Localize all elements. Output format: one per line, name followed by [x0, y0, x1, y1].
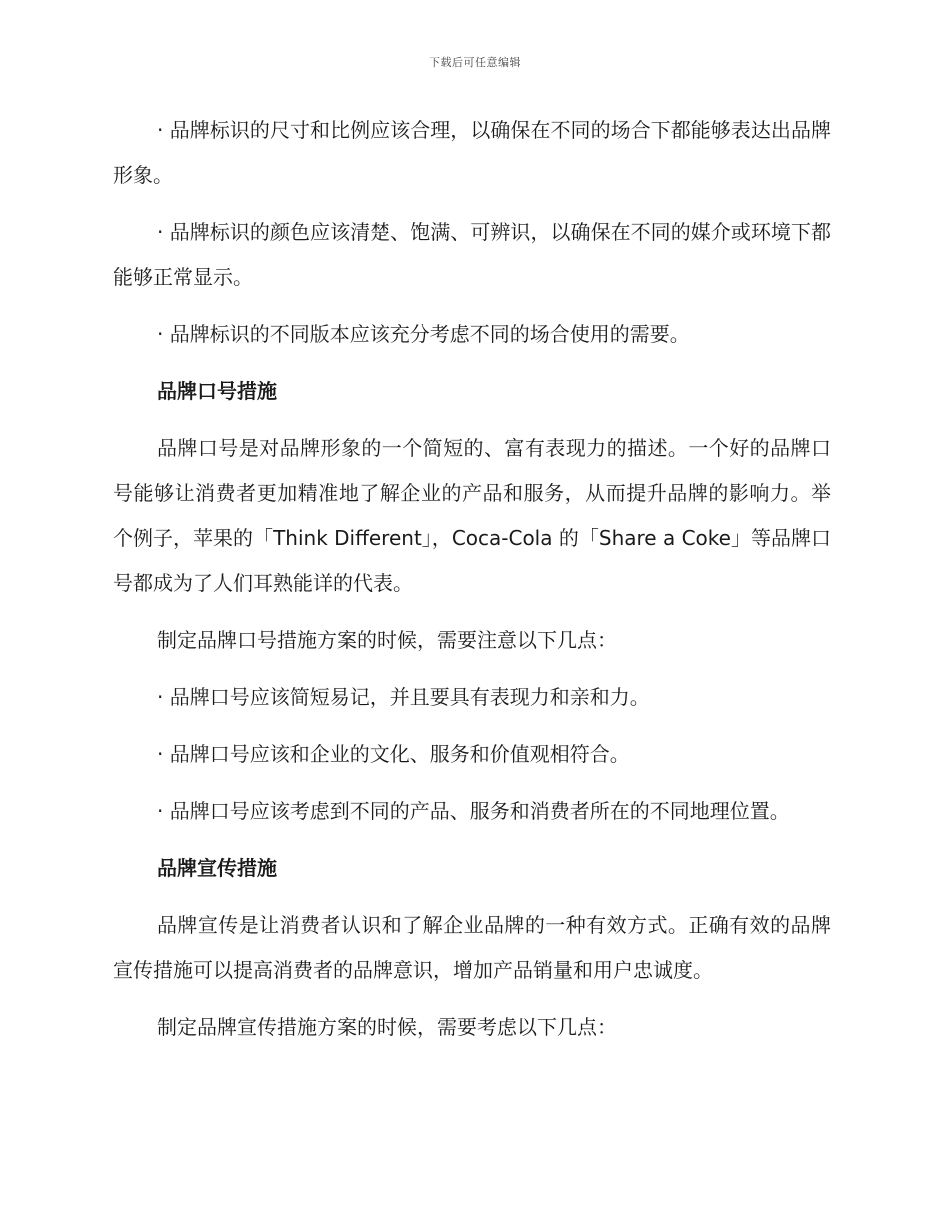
- slogan-bullet-geography: · 品牌口号应该考虑到不同的产品、服务和消费者所在的不同地理位置。: [157, 799, 790, 823]
- slogan-bullet-memorable: · 品牌口号应该简短易记，并且要具有表现力和亲和力。: [157, 685, 650, 709]
- slogan-bullet-culture: · 品牌口号应该和企业的文化、服务和价值观相符合。: [157, 742, 630, 766]
- section-heading-slogan: 品牌口号措施: [157, 379, 277, 403]
- bullet-logo-versions: · 品牌标识的不同版本应该充分考虑不同的场合使用的需要。: [157, 322, 690, 346]
- slogan-points-intro: 制定品牌口号措施方案的时候，需要注意以下几点：: [157, 628, 617, 652]
- bullet-logo-color: · 品牌标识的颜色应该清楚、饱满、可辨识，以确保在不同的媒介或环境下都能够正常显示。: [113, 220, 831, 289]
- promotion-intro-paragraph: 品牌宣传是让消费者认识和了解企业品牌的一种有效方式。正确有效的品牌宣传措施可以提高消费者的品牌意识，增加产品销量和用户忠诚度。: [113, 913, 831, 982]
- promotion-points-intro: 制定品牌宣传措施方案的时候，需要考虑以下几点：: [157, 1015, 617, 1039]
- document-body: [113, 108, 831, 1050]
- section-heading-promotion: 品牌宣传措施: [157, 856, 277, 880]
- header-note: 下载后可任意编辑: [429, 56, 521, 69]
- bullet-logo-size-ratio: · 品牌标识的尺寸和比例应该合理，以确保在不同的场合下都能够表达出品牌形象。: [113, 118, 831, 187]
- slogan-intro-paragraph: 品牌口号是对品牌形象的一个简短的、富有表现力的描述。一个好的品牌口号能够让消费者更加精准地了解企业的产品和服务，从而提升品牌的影响力。举个例子，苹果的「Think Different」，Coca-Cola 的「Share a Coke」等品牌口号都成为了人们耳熟能详的代表。: [113, 436, 831, 595]
